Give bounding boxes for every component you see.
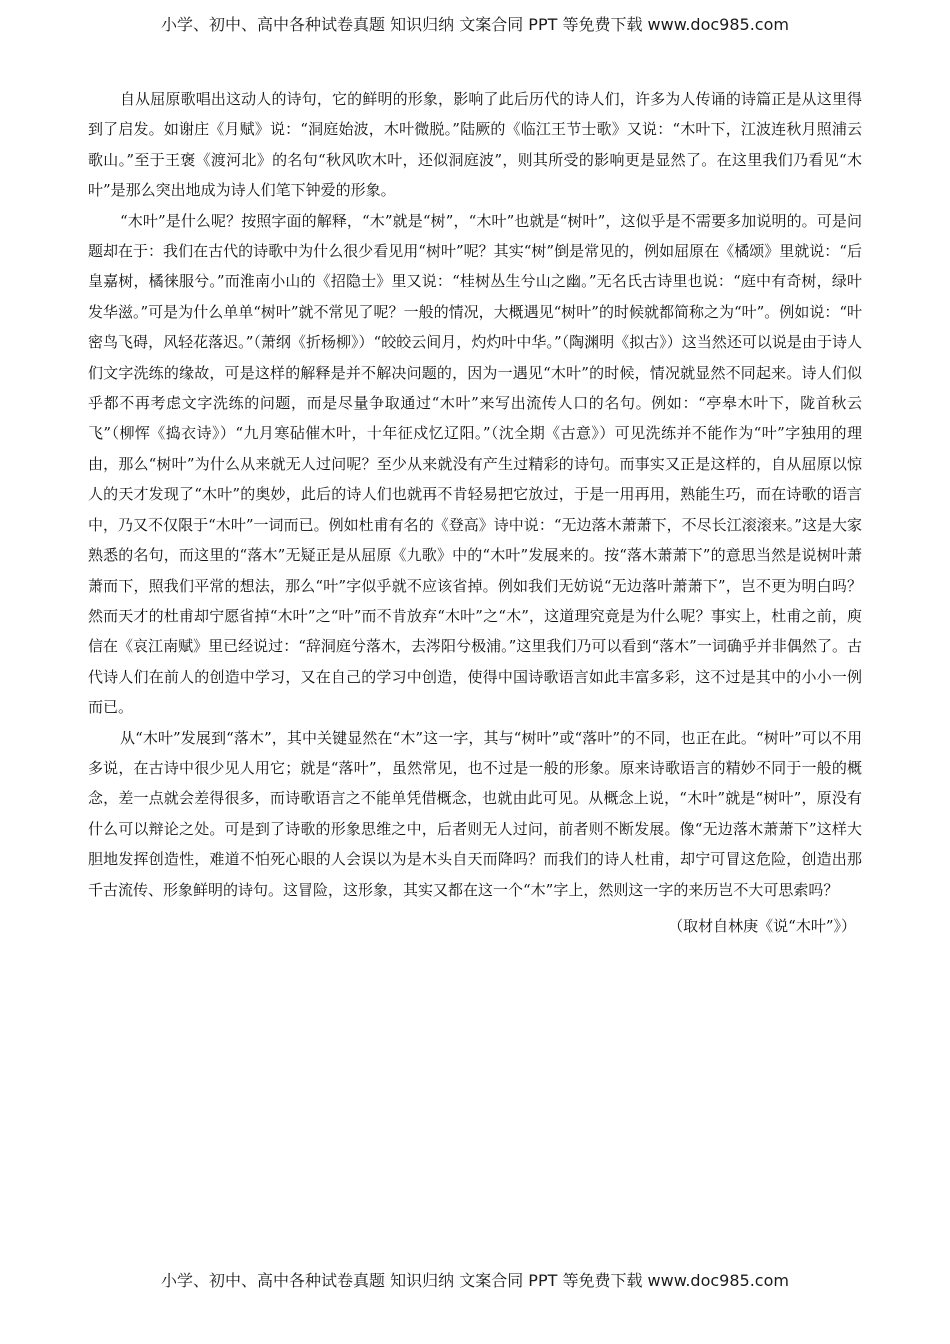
article-source-citation: （取材自林庚《说“木叶”》）	[668, 916, 856, 935]
page-header-banner: 小学、初中、高中各种试卷真题 知识归纳 文案合同 PPT 等免费下载 www.doc985.com	[161, 15, 789, 34]
article-paragraph-3: 从“木叶”发展到“落木”，其中关键显然在“木”这一字，其与“树叶”或“落叶”的不同，也正在此。“树叶”可以不用多说，在古诗中很少见人用它；就是“落叶”，虽然常见，也不过是一般的形象。原来诗歌语言的精妙不同于一般的概念，差一点就会差得很多，而诗歌语言之不能单凭借概念，也就由此可见。从概念上说，“木叶”就是“树叶”，原没有什么可以辩论之处。可是到了诗歌的形象思维之中，后者则无人过问，前者则不断发展。像“无边落木萧萧下”这样大胆地发挥创造性，难道不怕死心眼的人会误以为是木头自天而降吗？而我们的诗人杜甫，却宁可冒这危险，创造出那千古流传、形象鲜明的诗句。这冒险，这形象，其实又都在这一个“木”字上，然则这一字的来历岂不大可思索吗？	[88, 728, 862, 899]
article-paragraph-2: “木叶”是什么呢？按照字面的解释，“木”就是“树”，“木叶”也就是“树叶”，这似乎是不需要多加说明的。可是问题却在于：我们在古代的诗歌中为什么很少看见用“树叶”呢？其实“树”倒是常见的，例如屈原在《橘颂》里就说：“后皇嘉树，橘徕服兮。”而淮南小山的《招隐士》里又说：“桂树丛生兮山之幽。”无名氏古诗里也说：“庭中有奇树，绿叶发华滋。”可是为什么单单“树叶”就不常见了呢？一般的情况，大概遇见“树叶”的时候就都简称之为“叶”。例如说：“叶密鸟飞碍，风轻花落迟。”（萧纲《折杨柳》）“皎皎云间月，灼灼叶中华。”（陶渊明《拟古》）这当然还可以说是由于诗人们文字洗练的缘故，可是这样的解释是并不解决问题的，因为一遇见“木叶”的时候，情况就显然不同起来。诗人们似乎都不再考虑文字洗练的问题，而是尽量争取通过“木叶”来写出流传人口的名句。例如：“亭皋木叶下，陇首秋云飞”（柳恽《捣衣诗》）“九月寒砧催木叶，十年征戍忆辽阳。”（沈全期《古意》）可见洗练并不能作为“叶”字独用的理由，那么“树叶”为什么从来就无人过问呢？至少从来就没有产生过精彩的诗句。而事实又正是这样的，自从屈原以惊人的天才发现了“木叶”的奥妙，此后的诗人们也就再不肯轻易把它放过，于是一用再用，熟能生巧，而在诗歌的语言中，乃又不仅限于“木叶”一词而已。例如杜甫有名的《登高》诗中说：“无边落木萧萧下，不尽长江滚滚来。”这是大家熟悉的名句，而这里的“落木”无疑正是从屈原《九歌》中的“木叶”发展来的。按“落木萧萧下”的意思当然是说树叶萧萧而下，照我们平常的想法，那么“叶”字似乎就不应该省掉。例如我们无妨说“无边落叶萧萧下”，岂不更为明白吗？然而天才的杜甫却宁愿省掉“木叶”之“叶”而不肯放弃“木叶”之“木”，这道理究竟是为什么呢？事实上，杜甫之前，庾信在《哀江南赋》里已经说过：“辞洞庭兮落木，去涔阳兮极浦。”这里我们乃可以看到“落木”一词确乎并非偶然了。古代诗人们在前人的创造中学习，又在自己的学习中创造，使得中国诗歌语言如此丰富多彩，这不过是其中的小小一例而已。	[88, 211, 862, 717]
page-footer-banner: 小学、初中、高中各种试卷真题 知识归纳 文案合同 PPT 等免费下载 www.doc985.com	[161, 1271, 789, 1290]
article-body	[88, 84, 862, 941]
article-paragraph-1: 自从屈原歌唱出这动人的诗句，它的鲜明的形象，影响了此后历代的诗人们，许多为人传诵的诗篇正是从这里得到了启发。如谢庄《月赋》说：“洞庭始波，木叶微脱。”陆厥的《临江王节士歌》又说：“木叶下，江波连秋月照浦云歌山。”至于王褒《渡河北》的名句“秋风吹木叶，还似洞庭波”，则其所受的影响更是显然了。在这里我们乃看见“木叶”是那么突出地成为诗人们笔下钟爱的形象。	[88, 90, 862, 200]
